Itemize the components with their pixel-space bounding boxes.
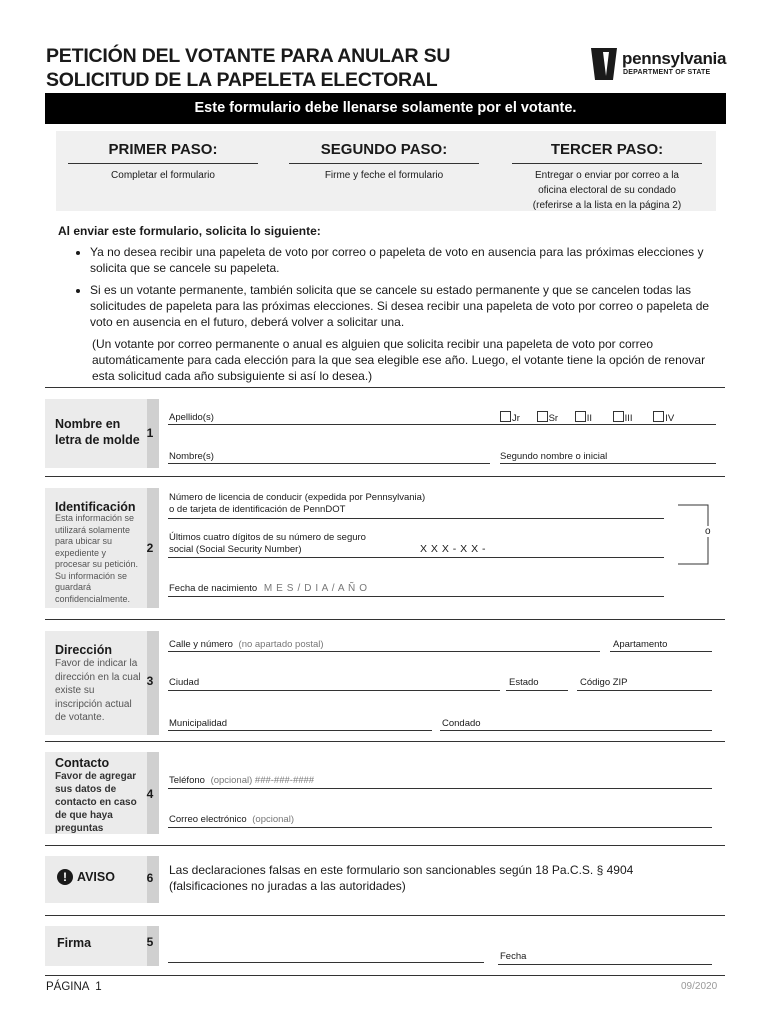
license-label	[169, 492, 425, 516]
ssn-label-line-1: Últimos cuatro dígitos de su número de seguro	[169, 532, 366, 543]
email-label	[169, 814, 294, 825]
middle-name-field[interactable]	[500, 463, 716, 464]
suffix-jr-option[interactable]	[500, 413, 520, 424]
dob-field[interactable]	[168, 596, 664, 597]
county-label: Condado	[442, 718, 481, 729]
section-divider	[45, 619, 725, 620]
address-section-label	[45, 631, 159, 735]
address-section-number: 3	[146, 674, 154, 688]
intro-bullets	[58, 244, 718, 330]
phone-label	[169, 775, 314, 786]
city-label: Ciudad	[169, 677, 200, 688]
suffix-ii-label: II	[586, 413, 592, 424]
footer-divider	[45, 975, 725, 976]
title-line-1: PETICIÓN DEL VOTANTE PARA ANULAR SU	[46, 45, 451, 67]
step-2-desc: Firme y feche el formulario	[324, 170, 444, 181]
title-line-2: SOLICITUD DE LA PAPELETA ELECTORAL	[46, 69, 438, 91]
section-divider	[45, 476, 725, 477]
surname-label: Apellido(s)	[169, 412, 214, 423]
intro-lead: Al enviar este formulario, solicita lo siguiente:	[58, 224, 321, 238]
intro-bullet-2: • Si es un votante permanente, también solicita que se cancele su estado permanente y que se cancelen todas las solicitudes de papeleta para las próximas elecciones. Si desea recibir una papeleta de voto por correo o papeleta de voto en ausencia en el futuro, deberá volver a solicitar una.	[90, 282, 718, 330]
ssn-mask: X X X - X X -	[420, 543, 487, 555]
surname-field[interactable]	[168, 424, 716, 425]
state-field[interactable]	[506, 690, 568, 691]
form-revision-date: 09/2020	[681, 981, 718, 992]
intro-bullet-1: • Ya no desea recibir una papeleta de voto por correo o papeleta de voto en ausencia para las próximas elecciones y solicita que se cancele su papeleta.	[90, 244, 718, 276]
pennsylvania-keystone-logo-icon	[589, 46, 621, 82]
suffix-iv-label: IV	[665, 413, 675, 424]
logo-wordmark: pennsylvania	[622, 49, 727, 68]
zip-label: Código ZIP	[580, 677, 628, 688]
street-label-text: Calle y número	[169, 639, 233, 650]
city-field[interactable]	[168, 690, 500, 691]
suffix-sr-checkbox[interactable]	[537, 411, 548, 422]
street-hint: (no apartado postal)	[238, 639, 324, 650]
state-label: Estado	[509, 677, 539, 688]
step-3-heading: TERCER PASO:	[512, 131, 702, 164]
address-section-desc: Favor de indicar la dirección en la cual existe su inscripción actual de votante.	[55, 658, 141, 723]
suffix-sr-option[interactable]	[537, 413, 559, 424]
step-1	[68, 131, 258, 183]
id-section-label	[45, 488, 159, 608]
dob-label	[169, 583, 368, 594]
contact-section-desc: Favor de agregar sus datos de contacto en caso de que haya preguntas	[55, 771, 137, 834]
voter-only-banner: Este formulario debe llenarse solamente por el votante.	[45, 93, 726, 124]
id-section-title: Identificación	[55, 500, 136, 514]
step-3-desc: Entregar o enviar por correo a la oficina electoral de su condado (referirse a la lista en la página 2)	[532, 170, 682, 211]
email-label-text: Correo electrónico	[169, 814, 247, 825]
name-section-number: 1	[146, 426, 154, 440]
notice-text	[169, 862, 633, 894]
logo-subtitle: DEPARTMENT OF STATE	[623, 69, 711, 76]
step-2-heading: SEGUNDO PASO:	[289, 131, 479, 164]
step-2	[289, 131, 479, 183]
section-divider	[45, 387, 725, 388]
dob-format-hint: M E S / D I A / A Ñ O	[263, 583, 368, 594]
notice-section-number: 6	[146, 871, 154, 885]
suffix-jr-label: Jr	[512, 413, 520, 424]
ssn-label-line-2: social (Social Security Number)	[169, 544, 302, 555]
step-1-desc: Completar el formulario	[111, 170, 215, 181]
step-3	[512, 131, 702, 213]
ssn-last4-field[interactable]	[168, 557, 664, 558]
request-intro	[58, 223, 718, 384]
notice-text-line-1: Las declaraciones falsas en este formulario son sancionables según 18 Pa.C.S. § 4904	[169, 863, 634, 877]
suffix-jr-checkbox[interactable]	[500, 411, 511, 422]
steps-panel	[56, 131, 716, 211]
license-number-field[interactable]	[168, 518, 664, 519]
given-name-field[interactable]	[168, 463, 490, 464]
given-name-label: Nombre(s)	[169, 451, 214, 462]
signature-field[interactable]	[168, 962, 484, 963]
or-label: o	[705, 526, 711, 537]
county-field[interactable]	[440, 730, 712, 731]
ssn-label	[169, 532, 366, 556]
step-1-heading: PRIMER PASO:	[68, 131, 258, 164]
apartment-label: Apartamento	[613, 639, 668, 650]
suffix-iv-option[interactable]	[653, 413, 674, 424]
id-section-number: 2	[146, 541, 154, 555]
phone-field[interactable]	[168, 788, 712, 789]
section-divider	[45, 845, 725, 846]
license-label-line-1: Número de licencia de conducir (expedida por Pennsylvania)	[169, 492, 426, 503]
license-label-line-2: o de tarjeta de identificación de PennDOT	[169, 504, 346, 515]
phone-hint: (opcional) ###-###-####	[210, 775, 315, 786]
signature-date-field[interactable]	[498, 964, 712, 965]
id-section-desc: Esta información se utilizará solamente para ubicar su expediente y procesar su petición. Su información se guardará confidencialmente.	[55, 513, 139, 604]
apartment-field[interactable]	[610, 651, 712, 652]
section-divider	[45, 915, 725, 916]
suffix-ii-checkbox[interactable]	[575, 411, 586, 422]
municipality-label: Municipalidad	[169, 718, 228, 729]
notice-text-line-2: (falsificaciones no juradas a las autoridades)	[169, 879, 406, 893]
notice-title	[57, 869, 115, 885]
name-section-label	[45, 399, 159, 468]
middle-name-label: Segundo nombre o inicial	[500, 451, 608, 462]
contact-section-label	[45, 752, 159, 834]
suffix-iii-option[interactable]	[613, 413, 633, 424]
form-title	[46, 44, 450, 92]
warning-icon: !	[57, 869, 73, 885]
name-section-title: Nombre en letra de molde	[55, 417, 140, 447]
street-field[interactable]	[168, 651, 600, 652]
signature-section-title: Firma	[57, 936, 92, 950]
section-divider	[45, 741, 725, 742]
phone-label-text: Teléfono	[169, 775, 205, 786]
email-field[interactable]	[168, 827, 712, 828]
contact-section-number: 4	[146, 787, 154, 801]
dob-label-text: Fecha de nacimiento	[169, 583, 258, 594]
suffix-iii-checkbox[interactable]	[613, 411, 624, 422]
street-label	[169, 639, 324, 650]
address-section-title: Dirección	[55, 643, 112, 657]
signature-date-label: Fecha	[500, 951, 527, 962]
suffix-sr-label: Sr	[548, 413, 559, 424]
signature-section-number: 5	[146, 935, 154, 949]
suffix-iii-label: III	[624, 413, 633, 424]
suffix-options	[500, 411, 674, 424]
intro-note: (Un votante por correo permanente o anual es alguien que solicita recibir una papeleta de voto por correo automáticamente para cada elección para la que sea elegible ese año. Luego, el votante tiene la opción de renovar esta solicitud cada año subsiguiente si así lo desea.)	[92, 337, 706, 383]
email-hint: (opcional)	[252, 814, 294, 825]
zip-field[interactable]	[577, 690, 712, 691]
notice-title-text: AVISO	[77, 870, 115, 884]
contact-section-title: Contacto	[55, 756, 110, 770]
signature-section-label	[45, 926, 159, 966]
suffix-iv-checkbox[interactable]	[653, 411, 664, 422]
notice-section-label	[45, 856, 159, 903]
suffix-ii-option[interactable]	[575, 413, 592, 424]
municipality-field[interactable]	[168, 730, 432, 731]
page-number: PÁGINA 1	[46, 981, 102, 993]
